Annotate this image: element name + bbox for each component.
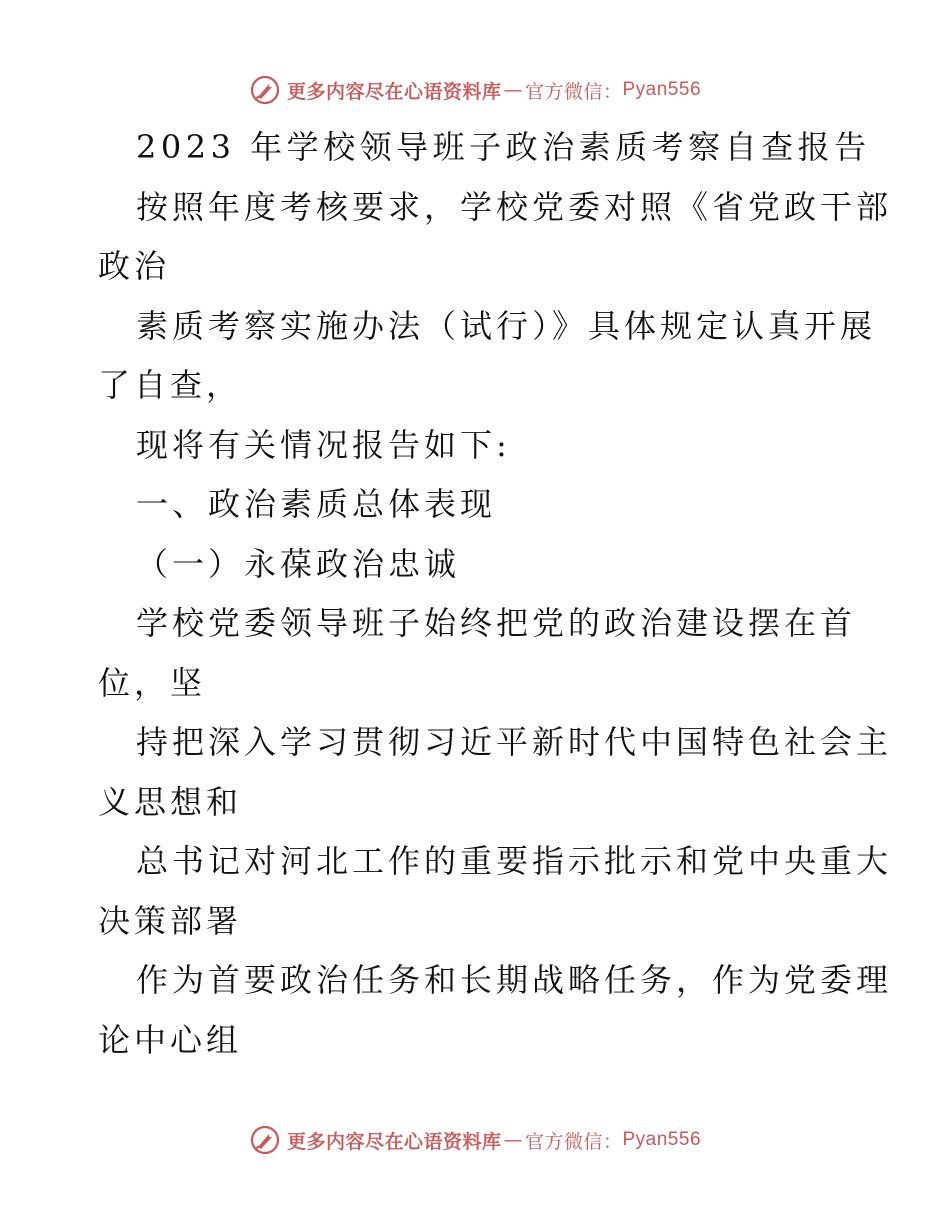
paragraph-line: 作为首要政治任务和长期战略任务，作为党委理 (136, 961, 893, 999)
paragraph-line: 按照年度考核要求，学校党委对照《省党政干部 (136, 187, 893, 226)
paragraph-line: 政治 (98, 247, 171, 285)
watermark-wechat-id: Pyan556 (622, 1129, 702, 1150)
paragraph-line: 决策部署 (98, 901, 243, 940)
paragraph-line: 位，坚 (98, 663, 207, 702)
watermark-wechat-label: 官方微信： (524, 80, 623, 103)
document-body (98, 118, 893, 1070)
watermark-text: 更多内容尽在心语资料库 (286, 80, 502, 103)
paragraph-line: 持把深入学习贯彻习近平新时代中国特色社会主 (136, 723, 893, 761)
paragraph-line: 学校党委领导班子始终把党的政治建设摆在首 (136, 604, 857, 642)
footer-watermark (0, 1120, 950, 1160)
section-heading: 一、政治素质总体表现 (136, 485, 497, 523)
paragraph-line: 素质考察实施办法（试行）》具体规定认真开展 (136, 306, 877, 345)
paragraph-line: 义思想和 (98, 782, 243, 821)
watermark-wechat-id: Pyan556 (622, 79, 702, 100)
pen-nib-logo-icon (249, 1124, 281, 1156)
document-title: 2023 年学校领导班子政治素质考察自查报告 (136, 128, 871, 166)
watermark-wechat-label: 官方微信： (524, 1130, 623, 1153)
header-watermark (0, 70, 950, 110)
pen-nib-logo-icon (249, 74, 281, 106)
paragraph-line: 现将有关情况报告如下: (136, 425, 511, 464)
paragraph-line: 了自查， (98, 366, 243, 404)
paragraph-line: 论中心组 (98, 1020, 243, 1059)
watermark-text: 更多内容尽在心语资料库 (286, 1130, 502, 1153)
watermark-separator: — (503, 79, 523, 101)
subsection-heading: （一）永葆政治忠诚 (136, 544, 461, 583)
watermark-separator: — (503, 1129, 523, 1151)
paragraph-line: 总书记对河北工作的重要指示批示和党中央重大 (136, 842, 893, 880)
